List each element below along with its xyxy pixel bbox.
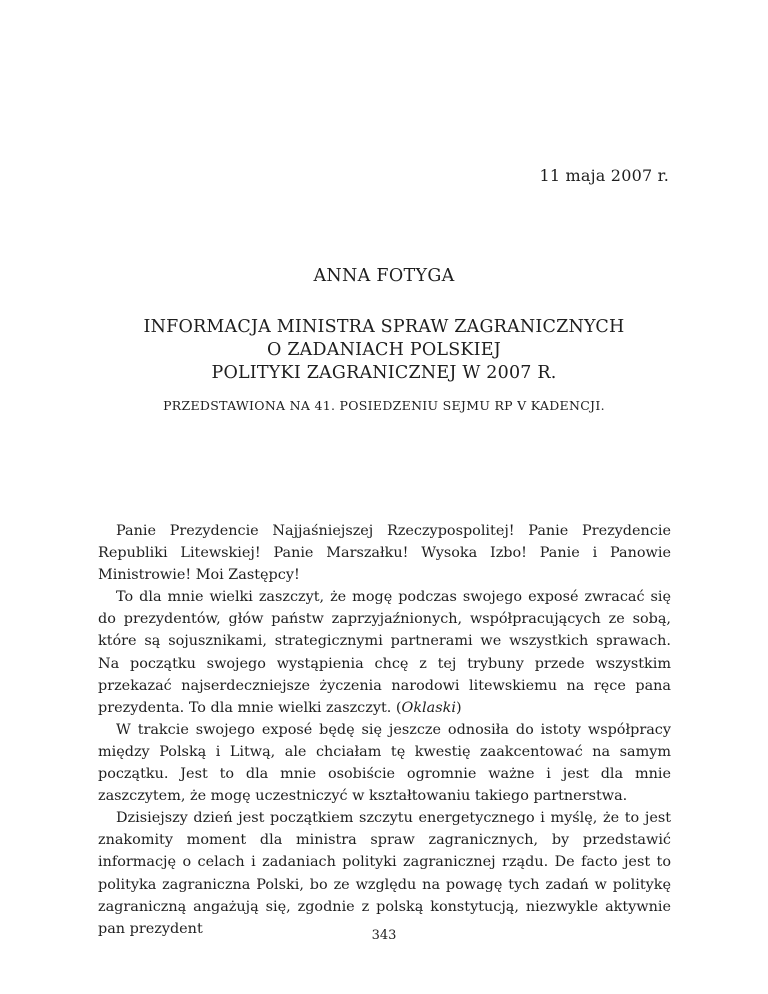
paragraph-energy-summit: Dzisiejszy dzień jest początkiem szczytu energetycznego i myślę, że to jest znakomity moment dla ministra spraw zagranicznych, by przedstawić informację o celach i zadaniach polityki zagranicznej rządu. De facto jest to polityka zagraniczna Polski, bo ze względu na powagę tych zadań w politykę zagraniczną angażują się, zgodnie z polską konstytucją, niezwykle aktywnie pan prezydent [98, 810, 671, 937]
title-line: POLITYKI ZAGRANICZNEJ W 2007 R. [211, 363, 557, 383]
document-title [0, 316, 768, 385]
document-subtitle: PRZEDSTAWIONA NA 41. POSIEDZENIU SEJMU RP V KADENCJI. [163, 398, 605, 413]
document-date: 11 maja 2007 r. [539, 166, 669, 185]
paragraph-greeting: Panie Prezydencie Najjaśniejszej Rzeczypospolitej! Panie Prezydencie Republiki Litewskiej! Panie Marszałku! Wysoka Izbo! Panie i Panowie Ministrowie! Moi Zastępcy! [98, 523, 671, 584]
paragraph-text-close: ) [455, 699, 462, 716]
speech-body [98, 520, 671, 940]
paragraph-introduction [98, 586, 671, 719]
title-line: INFORMACJA MINISTRA SPRAW ZAGRANICZNYCH [143, 317, 625, 337]
page-number: 343 [371, 928, 397, 943]
applause-note: Oklaski [401, 699, 456, 716]
author-name: ANNA FOTYGA [313, 266, 455, 286]
paragraph-lithuania: W trakcie swojego exposé będę się jeszcze odnosiła do istoty współpracy między Polską i Litwą, ale chciałam tę kwestię zaakcentować na samym początku. Jest to dla mnie osobiście ogromnie ważne i jest dla mnie zaszczytem, że mogę uczestniczyć w kształtowaniu takiego partnerstwa. [98, 721, 671, 805]
paragraph-text: To dla mnie wielki zaszczyt, że mogę podczas swojego exposé zwracać się do prezydentów, głów państw zaprzyjaźnionych, współpracujących ze sobą, które są sojusznikami, strategicznymi partnerami we wszystkich sprawach. Na początku swojego wystąpienia chcę z tej trybuny przede wszystkim przekazać najserdeczniejsze życzenia narodowi litewskiemu na ręce pana prezydenta. To dla mnie wielki zaszczyt. ( [98, 589, 671, 716]
title-line: O ZADANIACH POLSKIEJ [267, 340, 501, 360]
